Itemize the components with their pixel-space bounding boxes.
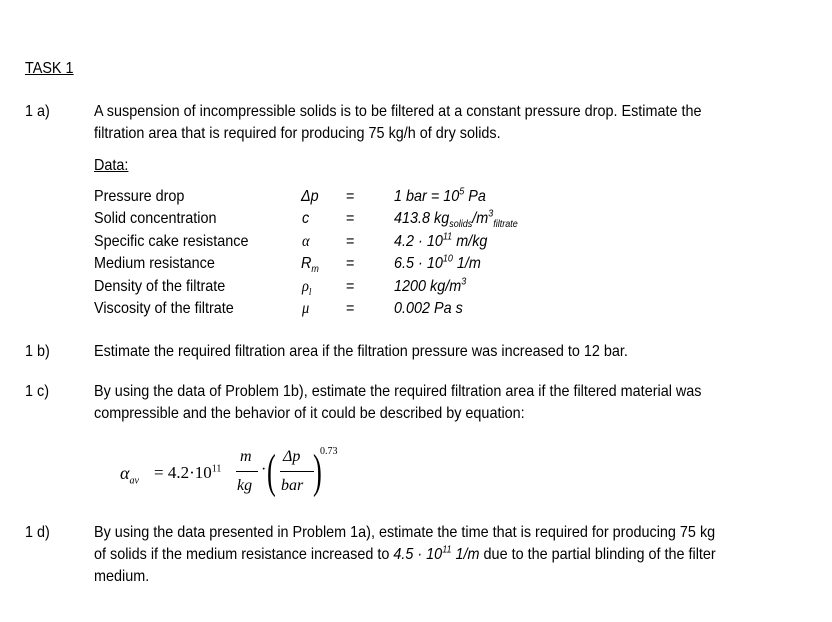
problem-1b-text: Estimate the required filtration area if the filtration pressure was increased to 12 bar. bbox=[94, 343, 628, 360]
right-paren: ) bbox=[313, 445, 322, 498]
data-row-symbol: Δp bbox=[301, 188, 319, 205]
problem-1d-text-line3: medium. bbox=[94, 568, 150, 585]
compressibility-equation bbox=[120, 440, 360, 510]
problem-1d-text-line1: By using the data presented in Problem 1a), estimate the time that is required for producing 75 kg bbox=[94, 524, 716, 541]
data-heading: Data: bbox=[94, 157, 129, 174]
fraction1-denominator: kg bbox=[237, 477, 253, 494]
data-row-symbol: $R_m$ bbox=[301, 255, 319, 276]
data-row-name: Viscosity of the filtrate bbox=[94, 300, 234, 317]
data-row-equals: = bbox=[346, 210, 355, 227]
left-paren: ( bbox=[267, 445, 276, 498]
problem-1c-label: 1 c) bbox=[25, 383, 50, 400]
multiply-dot: · bbox=[261, 461, 267, 478]
problem-1d-text-line2: of solids if the medium resistance increased to $4.5 \cdot 10^{11}$ 1/m due to the partial blinding of the filter bbox=[94, 544, 716, 563]
data-row-value: 1200 $kg/m^3$ bbox=[394, 276, 467, 295]
alpha-symbol: $\alpha_{av}$ bbox=[120, 463, 139, 487]
data-row-value: 1 bar = $10^5$ Pa bbox=[394, 186, 486, 205]
data-row-symbol: μ bbox=[302, 300, 310, 317]
fraction1-bar bbox=[236, 471, 258, 472]
data-row-name: Medium resistance bbox=[94, 255, 215, 272]
data-row-symbol: $\rho_l$ bbox=[302, 278, 312, 299]
data-row-equals: = bbox=[346, 300, 355, 317]
fraction2-denominator: bar bbox=[281, 477, 304, 494]
fraction2-numerator: Δp bbox=[283, 448, 301, 465]
fraction1-numerator: m bbox=[240, 448, 252, 465]
coefficient: = $4.2\cdot 10^{11}$ bbox=[154, 463, 222, 482]
data-row-value: $4.2 \cdot 10^{11}$ m/kg bbox=[394, 231, 488, 250]
data-row-equals: = bbox=[346, 188, 355, 205]
data-row-equals: = bbox=[346, 278, 355, 295]
data-row-value: $6.5 \cdot 10^{10}$ 1/m bbox=[394, 253, 481, 272]
data-row-value: 0.002 Pa s bbox=[394, 300, 463, 317]
data-row-name: Density of the filtrate bbox=[94, 278, 226, 295]
data-row-equals: = bbox=[346, 255, 355, 272]
problem-1a-text-line1: A suspension of incompressible solids is to be filtered at a constant pressure drop. Estimate the bbox=[94, 103, 702, 120]
problem-1a-text-line2: filtration area that is required for producing 75 kg/h of dry solids. bbox=[94, 125, 501, 142]
task-title: TASK 1 bbox=[25, 60, 74, 77]
problem-1c-text-line1: By using the data of Problem 1b), estimate the required filtration area if the filtered material was bbox=[94, 383, 702, 400]
problem-1b-label: 1 b) bbox=[25, 343, 50, 360]
problem-1d-label: 1 d) bbox=[25, 524, 50, 541]
data-row-name: Pressure drop bbox=[94, 188, 185, 205]
data-row-name: Solid concentration bbox=[94, 210, 217, 227]
data-row-name: Specific cake resistance bbox=[94, 233, 249, 250]
exponent: 0.73 bbox=[320, 446, 338, 457]
data-row-value: 413.8 $kg_{solids}/m^3_{filtrate}$ bbox=[394, 208, 518, 231]
data-row-symbol: α bbox=[302, 233, 310, 250]
fraction2-bar bbox=[280, 471, 314, 472]
data-row-symbol: c bbox=[302, 210, 310, 227]
data-row-equals: = bbox=[346, 233, 355, 250]
problem-1c-text-line2: compressible and the behavior of it could be described by equation: bbox=[94, 405, 525, 422]
problem-1a-label: 1 a) bbox=[25, 103, 50, 120]
